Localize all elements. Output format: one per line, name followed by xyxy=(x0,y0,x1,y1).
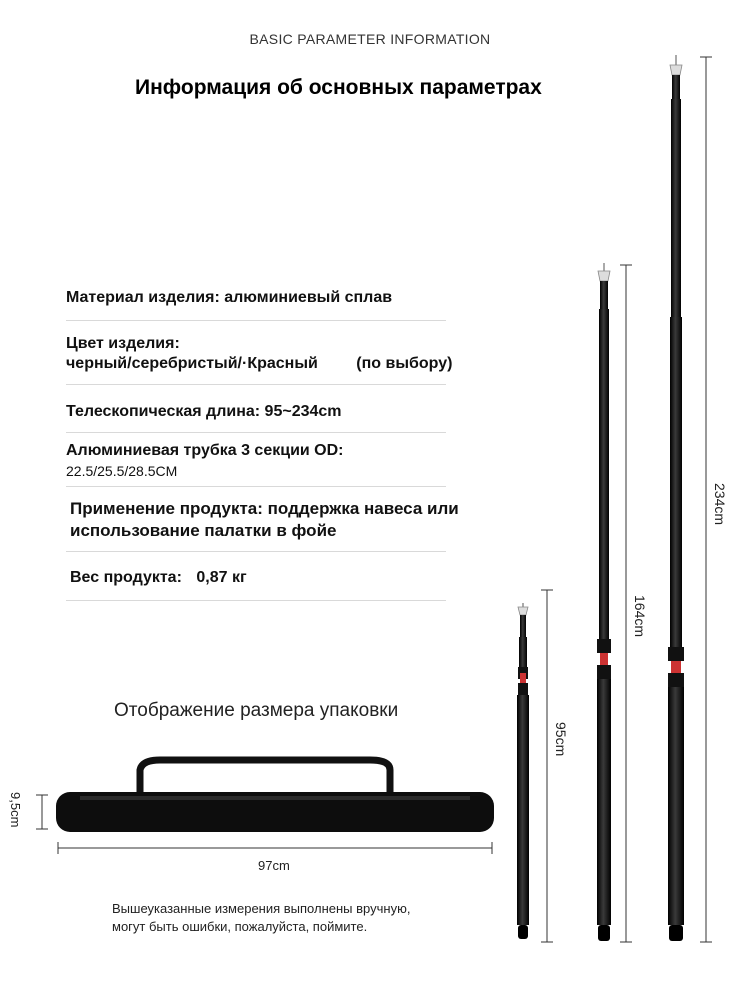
package-height-label: 9,5cm xyxy=(8,792,23,828)
russian-title: Информация об основных параметрах xyxy=(135,76,542,99)
color-note: (по выбору) xyxy=(356,355,453,372)
english-title: BASIC PARAMETER INFORMATION xyxy=(249,31,491,47)
spec-usage xyxy=(70,498,459,542)
usage-line-1: Применение продукта: поддержка навеса или xyxy=(70,499,459,518)
tube-value: 22.5/25.5/28.5CM xyxy=(66,463,178,479)
divider xyxy=(66,600,446,601)
color-value: черный/серебристый/·Красный xyxy=(66,355,318,372)
pole-long xyxy=(668,55,712,942)
spec-length xyxy=(66,402,342,422)
material-label: Материал изделия: xyxy=(66,289,220,306)
note-line-2: могут быть ошибки, пожалуйста, поймите. xyxy=(112,919,368,934)
length-value: 95~234cm xyxy=(264,403,342,420)
package-title: Отображение размера упаковки xyxy=(114,700,399,721)
package-width-label: 97cm xyxy=(258,858,290,873)
color-label: Цвет изделия: xyxy=(66,335,180,352)
pole-short-length: 95cm xyxy=(553,722,569,757)
spec-tube xyxy=(66,441,344,481)
pole-long-length: 234cm xyxy=(712,483,728,526)
divider xyxy=(66,320,446,321)
divider xyxy=(66,384,446,385)
weight-value: 0,87 кг xyxy=(196,569,247,586)
divider xyxy=(66,486,446,487)
note-line-1: Вышеуказанные измерения выполнены вручную, xyxy=(112,901,411,916)
divider xyxy=(66,432,446,433)
pole-medium-length: 164cm xyxy=(632,595,648,638)
poles-illustration xyxy=(490,45,740,955)
spec-color xyxy=(66,334,452,374)
length-label: Телескопическая длина: xyxy=(66,403,261,420)
divider xyxy=(66,551,446,552)
usage-line-2: использование палатки в фойе xyxy=(70,521,337,540)
pole-short xyxy=(517,590,553,942)
measurement-note xyxy=(112,900,410,936)
spec-weight xyxy=(70,568,247,588)
material-value: алюминиевый сплав xyxy=(224,289,393,306)
pole-medium xyxy=(597,263,632,942)
spec-material xyxy=(66,288,392,308)
weight-label: Вес продукта: xyxy=(70,569,182,586)
tube-label: Алюминиевая трубка 3 секции OD: xyxy=(66,442,344,459)
